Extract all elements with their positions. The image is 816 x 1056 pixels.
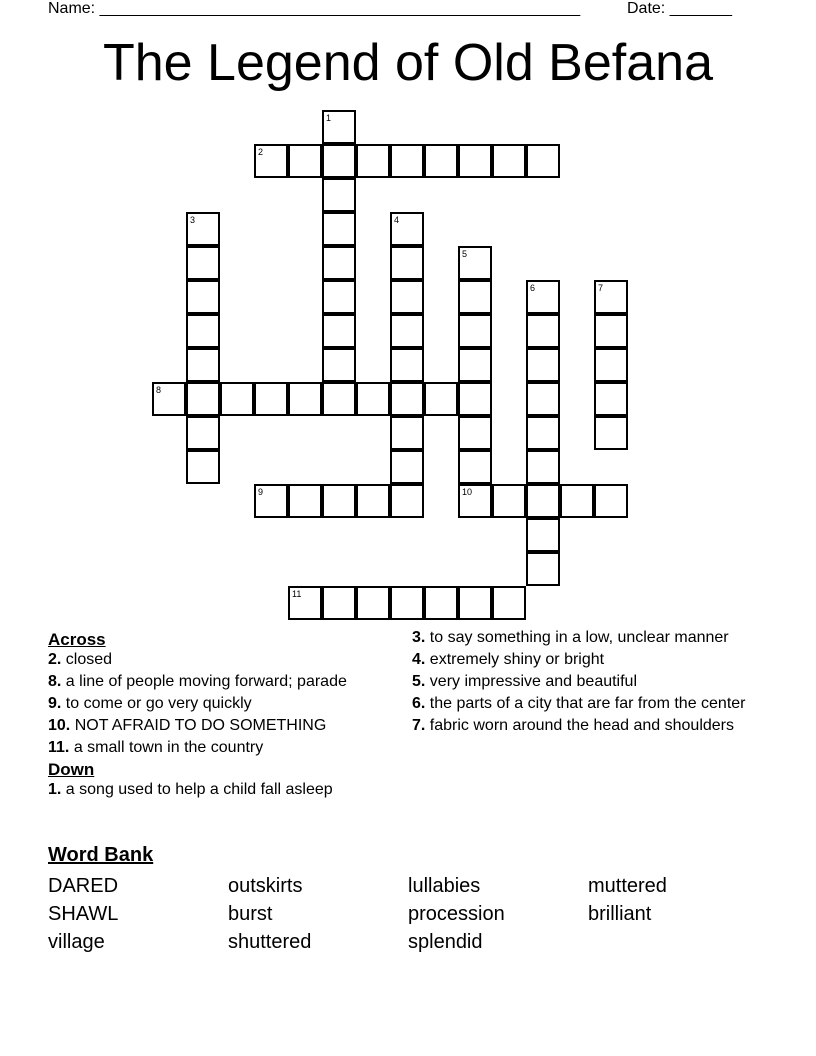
crossword-cell[interactable] xyxy=(322,348,356,382)
word-bank-item: burst xyxy=(228,903,273,925)
clue-across-8 xyxy=(48,672,393,692)
crossword-cell[interactable] xyxy=(424,586,458,620)
clue-across-9 xyxy=(48,694,393,714)
crossword-cell[interactable] xyxy=(424,144,458,178)
clue-down-1 xyxy=(48,780,393,800)
clue-down-4 xyxy=(412,650,757,670)
name-field: Name: ______________________________________________________ xyxy=(48,0,581,17)
crossword-cell[interactable] xyxy=(390,144,424,178)
crossword-cell[interactable] xyxy=(322,586,356,620)
clue-number-label: 11 xyxy=(292,589,302,599)
crossword-cell[interactable] xyxy=(458,450,492,484)
down-heading: Down xyxy=(48,760,95,779)
crossword-cell[interactable] xyxy=(458,280,492,314)
crossword-cell[interactable] xyxy=(458,314,492,348)
crossword-cell[interactable] xyxy=(594,314,628,348)
crossword-cell[interactable] xyxy=(594,348,628,382)
crossword-cell[interactable] xyxy=(424,382,458,416)
crossword-cell[interactable] xyxy=(594,280,628,314)
crossword-cell[interactable] xyxy=(458,416,492,450)
clue-number: 8. xyxy=(48,673,62,690)
crossword-cell[interactable] xyxy=(492,484,526,518)
crossword-cell[interactable] xyxy=(458,586,492,620)
clue-number: 3. xyxy=(412,629,426,646)
word-bank-item: SHAWL xyxy=(48,903,119,925)
clue-number: 11. xyxy=(48,739,70,756)
across-heading: Across xyxy=(48,630,106,649)
crossword-cell[interactable] xyxy=(390,382,424,416)
crossword-cell[interactable] xyxy=(390,314,424,348)
clue-across-11 xyxy=(48,738,393,758)
crossword-cell[interactable] xyxy=(458,144,492,178)
clue-across-2 xyxy=(48,650,393,670)
crossword-cell[interactable] xyxy=(390,348,424,382)
crossword-cell[interactable] xyxy=(186,450,220,484)
clue-number: 1. xyxy=(48,781,62,798)
clues-left-column xyxy=(48,628,393,802)
word-bank-title: Word Bank xyxy=(48,844,154,866)
crossword-cell[interactable] xyxy=(356,382,390,416)
crossword-cell[interactable] xyxy=(390,212,424,246)
crossword-cell[interactable] xyxy=(186,348,220,382)
word-bank-item: village xyxy=(48,931,105,953)
page-title: The Legend of Old Befana xyxy=(102,34,713,92)
clue-number-label: 1 xyxy=(326,113,332,123)
crossword-cell[interactable] xyxy=(458,382,492,416)
crossword-cell[interactable] xyxy=(526,280,560,314)
clue-number-label: 5 xyxy=(462,249,468,259)
clue-number-label: 7 xyxy=(598,283,604,293)
crossword-cell[interactable] xyxy=(322,144,356,178)
crossword-cell[interactable] xyxy=(254,144,288,178)
word-bank-item: procession xyxy=(408,903,505,925)
clue-number: 6. xyxy=(412,695,426,712)
crossword-cell[interactable] xyxy=(322,110,356,144)
crossword-cell[interactable] xyxy=(390,586,424,620)
crossword-cell[interactable] xyxy=(356,144,390,178)
clue-number: 9. xyxy=(48,695,62,712)
crossword-cell[interactable] xyxy=(186,382,220,416)
crossword-cell[interactable] xyxy=(322,212,356,246)
crossword-cell[interactable] xyxy=(458,246,492,280)
crossword-cell[interactable] xyxy=(492,144,526,178)
crossword-cell[interactable] xyxy=(458,348,492,382)
date-field: Date: _______ xyxy=(627,0,732,17)
word-bank-item: DARED xyxy=(48,875,119,897)
clue-number: 2. xyxy=(48,651,62,668)
crossword-cell[interactable] xyxy=(526,484,560,518)
crossword-cell[interactable] xyxy=(152,382,186,416)
word-bank-item: brilliant xyxy=(588,903,652,925)
crossword-cell[interactable] xyxy=(526,518,560,552)
crossword-cell[interactable] xyxy=(356,484,390,518)
crossword-cell[interactable] xyxy=(186,314,220,348)
crossword-cell[interactable] xyxy=(186,416,220,450)
crossword-cell[interactable] xyxy=(526,450,560,484)
word-bank-item: outskirts xyxy=(228,875,303,897)
clue-text: the parts of a city that are far from the center xyxy=(429,695,746,712)
clue-text: NOT AFRAID TO DO SOMETHING xyxy=(74,717,327,734)
crossword-cell[interactable] xyxy=(254,382,288,416)
clues-right-column xyxy=(412,628,757,738)
clue-text: a song used to help a child fall asleep xyxy=(65,781,333,798)
crossword-cell[interactable] xyxy=(322,246,356,280)
crossword-cell[interactable] xyxy=(594,416,628,450)
clue-number: 7. xyxy=(412,717,426,734)
clue-number-label: 10 xyxy=(462,487,473,497)
crossword-cell[interactable] xyxy=(526,552,560,586)
crossword-cell[interactable] xyxy=(288,144,322,178)
clue-number-label: 2 xyxy=(258,147,264,157)
crossword-cell[interactable] xyxy=(594,382,628,416)
crossword-cell[interactable] xyxy=(322,178,356,212)
clue-text: to say something in a low, unclear manner xyxy=(429,629,729,646)
crossword-cell[interactable] xyxy=(390,280,424,314)
crossword-cell[interactable] xyxy=(186,212,220,246)
clue-number-label: 3 xyxy=(190,215,196,225)
crossword-cell[interactable] xyxy=(356,586,390,620)
crossword-cell[interactable] xyxy=(390,450,424,484)
clue-down-7 xyxy=(412,716,757,736)
crossword-cell[interactable] xyxy=(390,416,424,450)
crossword-cell[interactable] xyxy=(526,416,560,450)
clue-number: 4. xyxy=(412,651,426,668)
clue-number: 10. xyxy=(48,717,71,734)
clue-text: extremely shiny or bright xyxy=(429,651,605,668)
crossword-cell[interactable] xyxy=(254,484,288,518)
crossword-cell[interactable] xyxy=(288,586,322,620)
crossword-cell[interactable] xyxy=(322,314,356,348)
crossword-cell[interactable] xyxy=(560,484,594,518)
crossword-cell[interactable] xyxy=(594,484,628,518)
crossword-cell[interactable] xyxy=(322,280,356,314)
crossword-cell[interactable] xyxy=(526,144,560,178)
crossword-cell[interactable] xyxy=(186,280,220,314)
clue-number-label: 4 xyxy=(394,215,400,225)
clue-down-5 xyxy=(412,672,757,692)
clue-down-3 xyxy=(412,628,757,648)
crossword-cell[interactable] xyxy=(526,382,560,416)
clue-number-label: 9 xyxy=(258,487,264,497)
clue-down-6 xyxy=(412,694,757,714)
clue-text: a small town in the country xyxy=(73,739,264,756)
clue-across-10 xyxy=(48,716,393,736)
clue-text: closed xyxy=(65,651,113,668)
clue-text: very impressive and beautiful xyxy=(429,673,638,690)
crossword-cell[interactable] xyxy=(288,484,322,518)
crossword-cell[interactable] xyxy=(458,484,492,518)
word-bank-item: muttered xyxy=(588,875,667,897)
crossword-cell[interactable] xyxy=(492,586,526,620)
clue-text: a line of people moving forward; parade xyxy=(65,673,347,690)
crossword-cell[interactable] xyxy=(186,246,220,280)
word-bank-item: splendid xyxy=(408,931,483,953)
crossword-cell[interactable] xyxy=(390,246,424,280)
word-bank-item: shuttered xyxy=(228,931,312,953)
crossword-cell[interactable] xyxy=(220,382,254,416)
clue-text: fabric worn around the head and shoulders xyxy=(429,717,734,734)
crossword-cell[interactable] xyxy=(322,484,356,518)
word-bank-item: lullabies xyxy=(408,875,481,897)
crossword-cell[interactable] xyxy=(390,484,424,518)
clue-number-label: 6 xyxy=(530,283,536,293)
crossword-cell[interactable] xyxy=(322,382,356,416)
clue-number: 5. xyxy=(412,673,426,690)
crossword-cell[interactable] xyxy=(526,348,560,382)
crossword-cell[interactable] xyxy=(288,382,322,416)
clue-number-label: 8 xyxy=(156,385,162,395)
crossword-cell[interactable] xyxy=(526,314,560,348)
clue-text: to come or go very quickly xyxy=(65,695,252,712)
